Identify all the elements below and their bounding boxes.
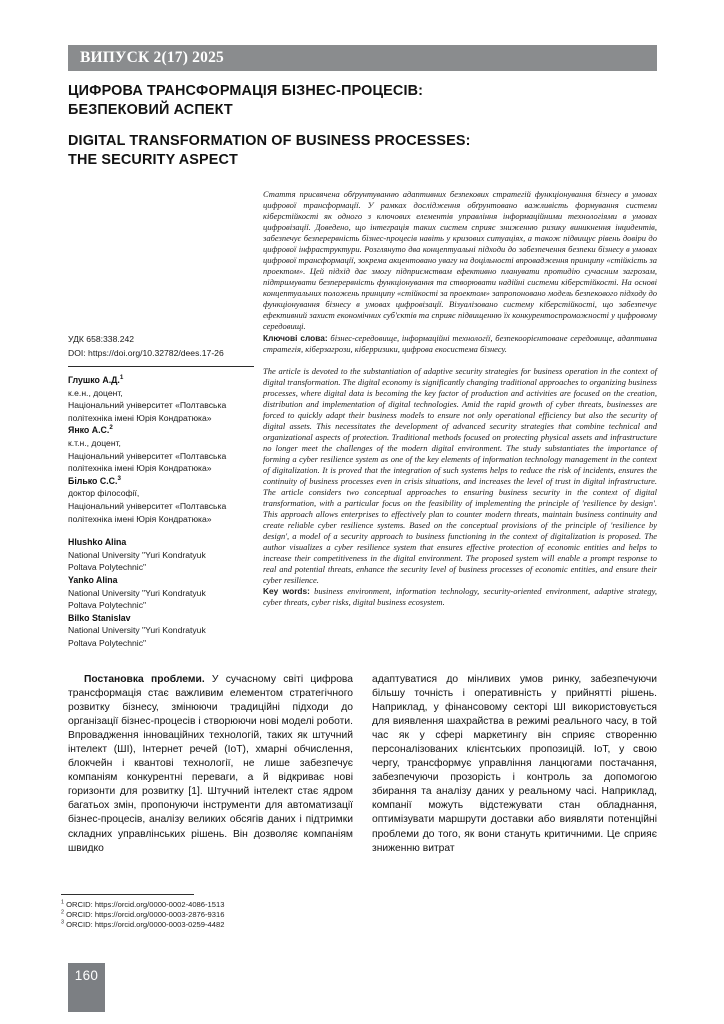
keywords-ukrainian — [263, 333, 657, 355]
author-name — [68, 424, 254, 437]
author-affiliation-line2: політехніка імені Юрія Кондратюка» — [68, 513, 212, 524]
author-footnote-marker[interactable]: 1 — [119, 374, 124, 382]
body-text-left: У сучасному світі цифрова трансформація стає важливим елементом стратегічного розвитку бізнесу, змінюючи традиційні підходи до організації бізнес-процесів і створюючи нові моделі роботи. Впровадження інноваційних технологій, таких як штучний інтелект (ШІ), Інтернет речей (IoT), хмарні обчислення, блокчейн і квантові технології, не лише забезпечує компаніям конкурентні переваги, а й відкриває нові горизонти для розвитку [1]. Штучний інтелект стає ядром багатьох змін, пропонуючи інструменти для автоматизації бізнес-процесів, аналізу великих обсягів даних і підтримки складних управлінських рішень. Він дозволяє компаніям швидко — [68, 674, 353, 854]
issue-label: ВИПУСК 2(17) 2025 — [80, 49, 224, 66]
footnote-divider — [61, 894, 194, 895]
metadata-divider — [68, 366, 254, 367]
page-title-ukrainian: ЦИФРОВА ТРАНСФОРМАЦІЯ БІЗНЕС-ПРОЦЕСІВ: БЕЗПЕКОВИЙ АСПЕКТ — [68, 83, 424, 118]
author-affiliation-line1: National University "Yuri Kondratyuk — [68, 549, 206, 560]
author-name-text: Янко А.С. — [68, 425, 110, 436]
metadata-spacer — [68, 525, 254, 536]
body-column-right — [372, 673, 657, 856]
author-degree: к.т.н., доцент, — [68, 437, 121, 448]
body-paragraph-left — [68, 673, 353, 856]
author-entry-en-2 — [68, 574, 254, 612]
udk-code: УДК 658:338.242 — [68, 334, 135, 344]
author-entry-en-1 — [68, 536, 254, 574]
keywords-label-english: Key words: — [263, 586, 310, 596]
author-entry-ua-1 — [68, 374, 254, 424]
author-affiliation-line1: Національний університет «Полтавська — [68, 500, 227, 511]
author-name: Bilko Stanislav — [68, 612, 131, 623]
doi-link[interactable]: DOI: https://doi.org/10.32782/dees.17-26 — [68, 347, 224, 358]
metadata-column — [68, 333, 254, 649]
keywords-label-ukrainian: Ключові слова: — [263, 333, 328, 343]
author-name-text: Глушко А.Д. — [68, 375, 120, 385]
author-degree: доктор філософії, — [68, 488, 140, 499]
author-affiliation-line1: National University "Yuri Kondratyuk — [68, 587, 206, 598]
author-degree: к.е.н., доцент, — [68, 387, 123, 398]
abstract-ukrainian: Стаття присвячена обґрунтуванню адаптивних безпекових стратегій функціонування бізнесу в умовах цифрової трансформації. У рамках дослідження обґрунтовано важливість формування системи кіберстійкості як одного з ключових елементів управління інформаційними технологіями в умовах цифровізації. Доведено, що інтеграція таких систем сприяє зниженню ризику виникнення інцидентів, забезпечує безперервність бізнес-процесів навіть у кризових ситуаціях, а також підвищує рівень довіри до цифрової інфраструктури. Розглянуто два концептуальні підходи до забезпечення безпеки бізнесу в умовах цифрової трансформації, зокрема акцентовано увагу на доцільності впровадження принципу «стійкість за проектом». Цей підхід дає змогу підприємствам ефективно планувати протидію сучасним загрозам, підтримувати безперервність функціонування та створювати надійні системи кіберстійкості. На основі концептуальних положень принципу «стійкості за проектом» запропоновано модель безпекового підходу до функціонування бізнесу в умовах цифровізації. Візуалізовано систему кіберстійкості, що забезпечує ефективний захист економічних суб'єктів та сприяє підвищенню їх конкурентоспроможності у цифровому середовищі. — [263, 189, 657, 331]
footnotes-area — [61, 894, 361, 930]
author-name-text: Білько С.С. — [68, 475, 118, 486]
author-name: Yanko Alina — [68, 574, 118, 585]
author-name: Hlushko Alina — [68, 537, 127, 548]
page-number: 160 — [74, 968, 99, 983]
author-affiliation-line2: політехніка імені Юрія Кондратюка» — [68, 412, 212, 423]
footnote-marker: 3 — [61, 919, 64, 926]
page-number-block — [68, 963, 105, 1012]
keywords-text-english: business environment, information technology, security-oriented environment, adaptive strategy, cyber threats, cyber risks, digital business ecosystem. — [263, 586, 657, 607]
keywords-text-ukrainian: бізнес-середовище, інформаційні технології, безпекоорієнтоване середовище, адаптивна стратегія, кіберзагрози, кіберризики, цифрова екосистема бізнесу. — [263, 333, 657, 354]
author-footnote-marker[interactable]: 3 — [117, 474, 121, 482]
author-entry-ua-3 — [68, 475, 254, 525]
footnote-item[interactable] — [61, 920, 361, 930]
body-columns — [68, 673, 657, 856]
author-name — [68, 475, 254, 488]
abstract-column — [263, 189, 657, 608]
footnote-text: ORCID: https://orcid.org/0000-0002-4086-1513 — [66, 900, 225, 909]
keywords-english — [263, 586, 657, 608]
author-affiliation-line1: Національний університет «Полтавська — [68, 450, 227, 461]
title-block — [68, 82, 658, 169]
author-footnote-marker[interactable]: 2 — [109, 424, 113, 432]
section-heading-inline: Постановка проблеми. — [84, 674, 205, 685]
author-name — [68, 374, 254, 387]
author-affiliation-line2: Poltava Polytechnic" — [68, 600, 147, 611]
footnote-marker: 2 — [61, 909, 64, 916]
author-affiliation-line2: Poltava Polytechnic" — [68, 562, 147, 573]
issue-banner — [68, 45, 657, 71]
footnote-text: ORCID: https://orcid.org/0000-0003-0259-4482 — [66, 920, 225, 930]
author-affiliation-line2: політехніка імені Юрія Кондратюка» — [68, 463, 212, 474]
abstract-english: The article is devoted to the substantiation of adaptive security strategies for business operation in the context of digital transformation. The digital economy is significantly changing traditional approaches to organizing business processes, where digital data is becoming the key factor of production and activities are focused on the creation, distribution and implementation of digital technologies. Amid the rapid growth of cyber threats, businesses are forced to quickly adapt their business models to ensure not only operational efficiency but also the security of digital assets. This necessitates the development of advanced security strategies that combine technical and organizational aspects of protection. Traditional methods focused on protecting physical assets and infrastructure no longer meet the challenges of the modern digital environment. The study substantiates the importance of forming a cyber resilience system as one of the key elements of information technology management in the context of digitalization. It is proved that the integration of such systems helps to reduce the risk of incidents, ensures the continuity of business processes even in crisis situations, and increases the level of trust in digital infrastructure. The article considers two conceptual approaches to ensuring business security in the context of digital transformation, with a particular focus on the feasibility of implementing the principle of 'resilience by design'. This approach allows enterprises to effectively plan to counter modern threats, maintain business continuity and create reliable cyber resilience systems. Based on the conceptual provisions of the principle of 'resilience by design', a model of a security approach to business functioning in the context of digitalization is proposed. The author visualizes a cyber resilience system that ensures effective protection of economic entities and helps to increase their competitiveness in the digital environment. The proposed system will enable a prompt response to real and potential threats, enhance the security level of business processes of economic entities, and ensure their cyber resilience. — [263, 366, 657, 585]
page-title-english: DIGITAL TRANSFORMATION OF BUSINESS PROCESSES: THE SECURITY ASPECT — [68, 133, 471, 168]
footnote-marker: 1 — [61, 899, 64, 906]
author-affiliation-line2: Poltava Polytechnic" — [68, 637, 147, 648]
author-affiliation-line1: Національний університет «Полтавська — [68, 400, 227, 411]
body-paragraph-right: адаптуватися до мінливих умов ринку, забезпечуючи більшу точність і оперативність у прийнятті рішень. Наприклад, у фінансовому секторі ШІ використовується для виявлення шахрайства в режимі реального часу, в той час як у сфері маркетингу він сприяє створенню персоналізованих клієнтських пропозицій. IoT, у свою чергу, трансформує управління ланцюгами постачання, забезпечуючи прозорість і контроль за допомогою збирання та аналізу даних у реальному часі. Наприклад, компанії можуть відстежувати стан обладнання, оптимізувати маршрути доставки або виявляти потенційні проблеми до того, як вони стануть критичними. Це сприяє зниженню витрат — [372, 674, 657, 854]
footnote-text: ORCID: https://orcid.org/0000-0003-2876-9316 — [66, 910, 225, 920]
author-entry-en-3 — [68, 612, 254, 650]
body-column-left — [68, 673, 353, 856]
footnote-item[interactable] — [61, 910, 361, 920]
author-affiliation-line1: National University "Yuri Kondratyuk — [68, 625, 206, 636]
author-entry-ua-2 — [68, 424, 254, 474]
footnote-item[interactable] — [61, 900, 361, 910]
